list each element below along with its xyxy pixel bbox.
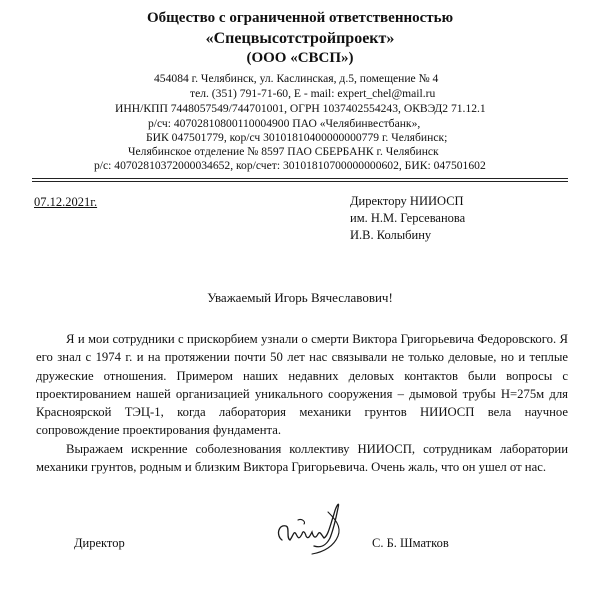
org-bank-account-1: р/сч: 40702810800110004900 ПАО «Челябинвестбанк», [148,117,421,130]
org-contacts: тел. (351) 791-71-60, E - mail: expert_chel@mail.ru [190,87,436,100]
handwritten-signature [268,496,350,558]
org-address: 454084 г. Челябинск, ул. Каслинская, д.5, помещение № 4 [154,72,439,85]
addressee-line: Директору НИИОСП [350,194,464,208]
body-paragraph-2: Выражаем искренние соболезнования коллективу НИИОСП, сотрудникам лаборатории механики грунтов, родным и близким Виктора Григорьевича. Очень жаль, что он ушел от нас. [36,442,568,475]
signatory-name: С. Б. Шматков [372,536,449,550]
org-tax-ids: ИНН/КПП 7448057549/744701001, ОГРН 1037402554243, ОКВЭД2 71.12.1 [115,102,486,115]
org-bank-branch-2: Челябинское отделение № 8597 ПАО СБЕРБАНК г. Челябинск [128,145,439,158]
org-name: «Спецвысотстройпроект» [205,30,395,47]
signatory-position: Директор [74,536,125,550]
org-bank-bik-1: БИК 047501779, кор/сч 30101810400000000779 г. Челябинск; [146,131,448,144]
addressee-line: им. Н.М. Герсеванова [350,211,466,225]
org-legal-form: Общество с ограниченной ответственностью [146,10,454,26]
header-divider-secondary [32,181,568,182]
org-bank-account-2: р/с: 40702810372000034652, кор/счет: 30101810700000000602, БИК: 047501602 [94,159,486,172]
letter-date: 07.12.2021г. [34,195,98,209]
header-divider [32,178,568,179]
org-short-name: (ООО «СВСП») [246,50,354,66]
greeting: Уважаемый Игорь Вячеславович! [207,290,393,305]
body-paragraph-1: Я и мои сотрудники с прискорбием узнали о смерти Виктора Григорьевича Федоровского. Я его знал с 1974 г. и на протяжении почти 50 лет нас связывали не только деловые, но и теплые дружеские отношения. Примером наших недавних деловых контактов были вопросы с проектированием нашей организацией уникального сооружения – дымовой трубы Н=275м для Красноярской ТЭЦ-1, когда лаборатория механики грунтов НИИОСП вела научное сопровождение проектирования фундамента. [36,332,568,438]
addressee-line: И.В. Колыбину [350,228,432,242]
